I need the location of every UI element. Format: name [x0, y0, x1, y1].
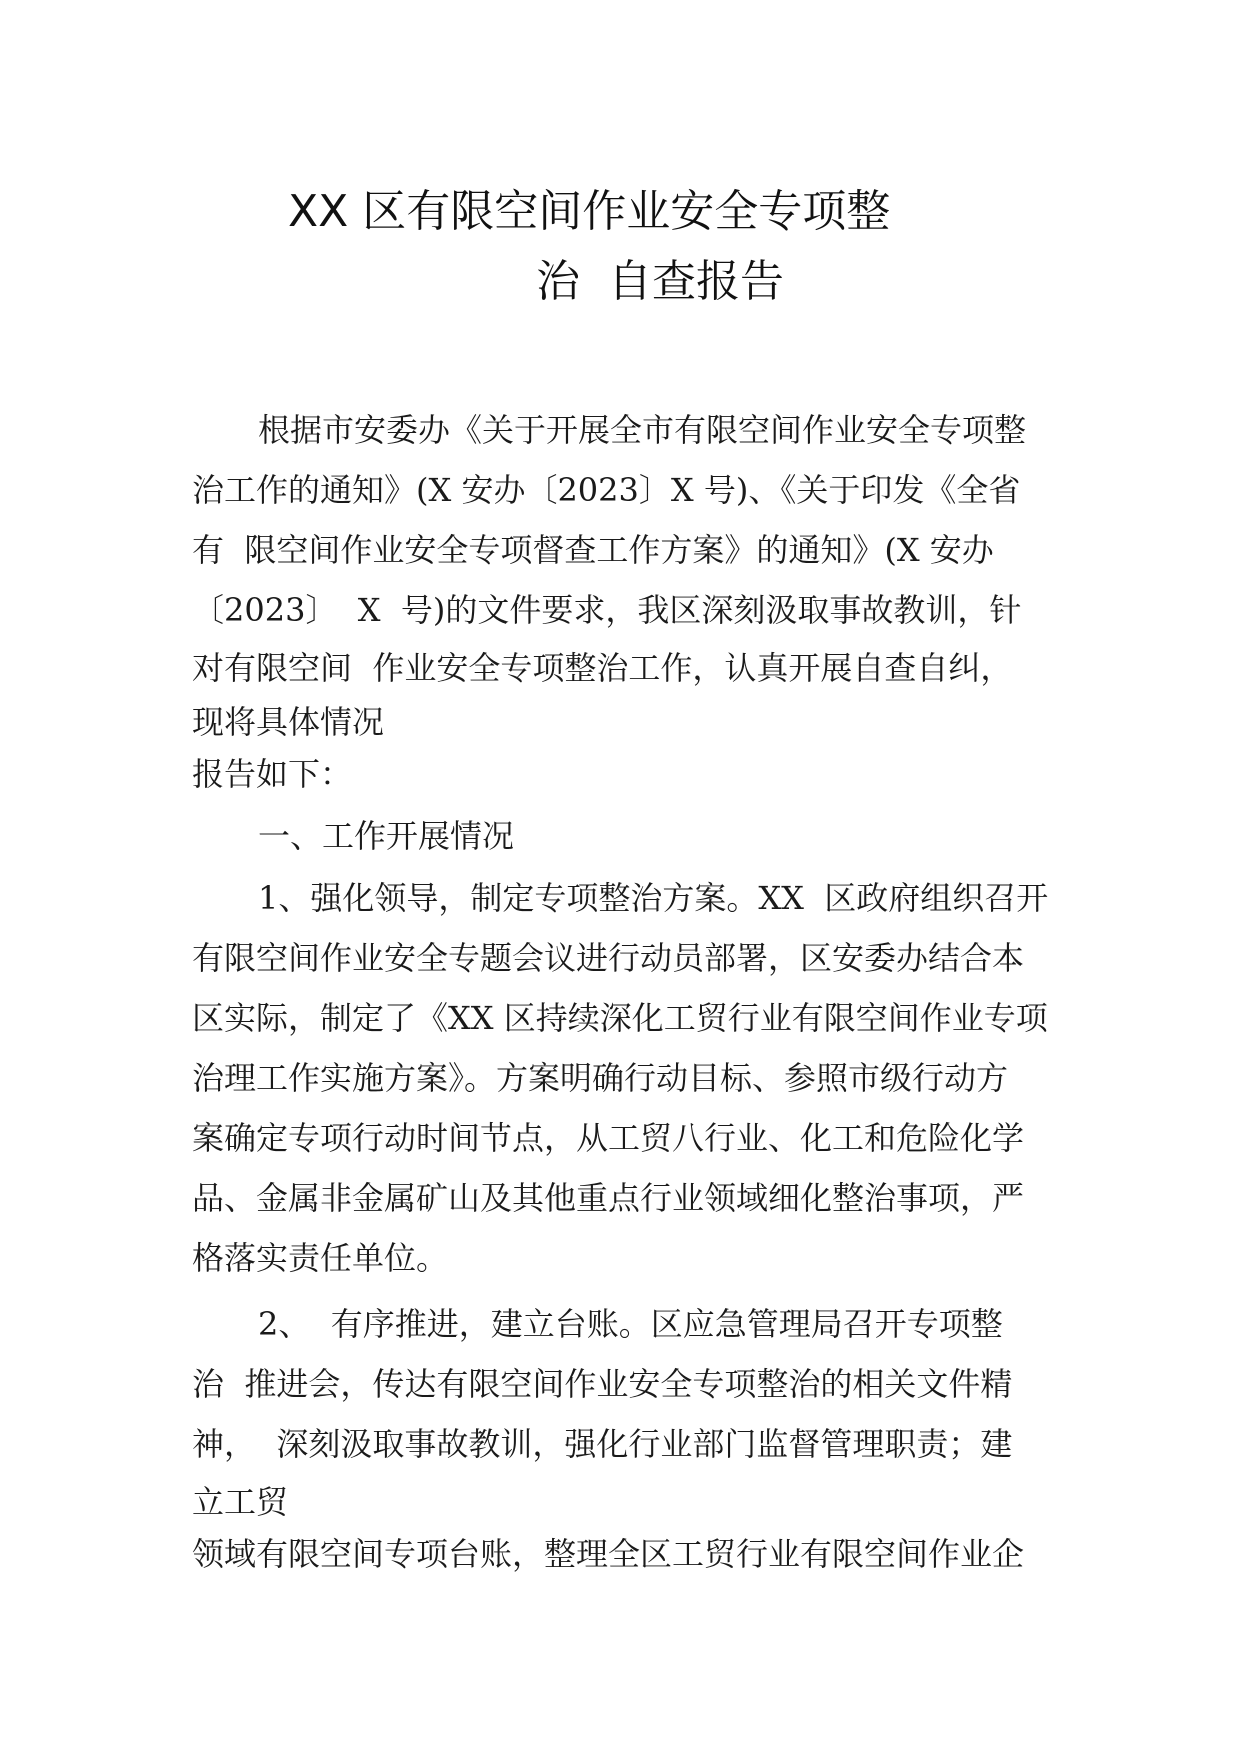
body-line: 报告如下：: [192, 755, 353, 793]
body-line: 根据市安委办《关于开展全市有限空间作业安全专项整: [258, 411, 1027, 449]
body-line: 2、 有序推进，建立台账。区应急管理局召开专项整: [258, 1305, 1003, 1343]
body-line: 品、金属非金属矿山及其他重点行业领域细化整治事项，严: [192, 1179, 1025, 1217]
section-heading: 一、工作开展情况: [258, 817, 515, 855]
body-line: 领域有限空间专项台账，整理全区工贸行业有限空间作业企: [192, 1535, 1025, 1573]
body-line: 现将具体情况: [192, 703, 385, 741]
document-title-line-2: 治 自查报告: [536, 256, 784, 307]
body-line: 治 推进会，传达有限空间作业安全专项整治的相关文件精: [192, 1365, 1013, 1403]
body-line: 治工作的通知》(X 安办〔2023〕X 号)、《关于印发《全省: [192, 471, 1021, 509]
body-line: 有 限空间作业安全专项督查工作方案》的通知》(X 安办: [192, 531, 994, 569]
body-line: 案确定专项行动时间节点，从工贸八行业、化工和危险化学: [192, 1119, 1025, 1157]
body-line: 立工贸: [192, 1483, 289, 1521]
body-line: 格落实责任单位。: [192, 1239, 449, 1277]
body-line: 对有限空间 作业安全专项整治工作，认真开展自查自纠，: [192, 649, 1013, 687]
body-line: 治理工作实施方案》。方案明确行动目标、参照市级行动方: [192, 1059, 1009, 1097]
body-line: 1、强化领导，制定专项整治方案。XX 区政府组织召开: [258, 879, 1049, 917]
body-line: 有限空间作业安全专题会议进行动员部署，区安委办结合本: [192, 939, 1025, 977]
document-title-line-1: XX 区有限空间作业安全专项整: [288, 186, 891, 237]
body-line: 〔2023〕 X 号)的文件要求，我区深刻汲取事故教训，针: [192, 591, 1022, 629]
body-line: 区实际，制定了《XX 区持续深化工贸行业有限空间作业专项: [192, 999, 1048, 1037]
body-line: 神， 深刻汲取事故教训，强化行业部门监督管理职责；建: [192, 1425, 1013, 1463]
